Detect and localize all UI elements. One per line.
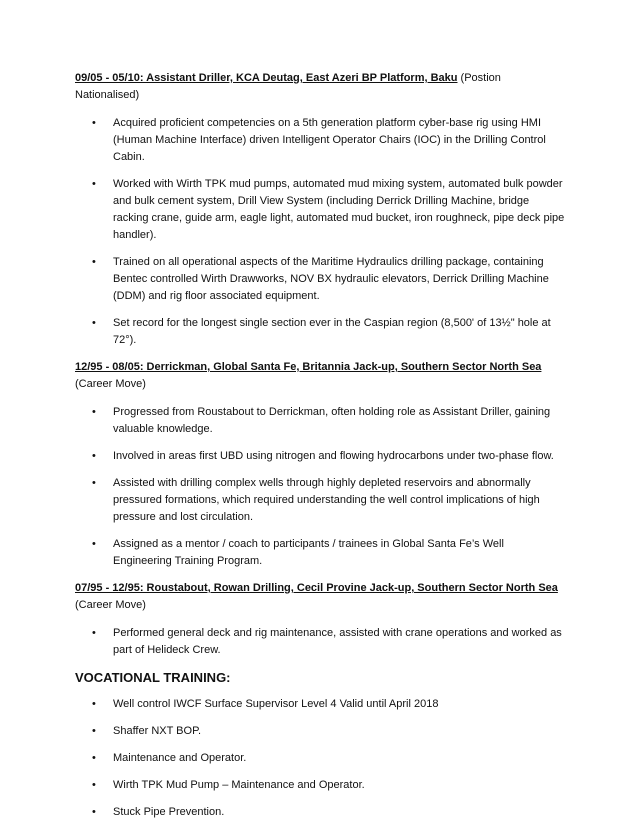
job-bullets — [75, 625, 565, 659]
vocational-list — [75, 696, 565, 821]
list-item: • Trained on all operational aspects of the Maritime Hydraulics drilling package, containing Bentec controlled Wirth Drawworks, NOV BX hydraulic elevators, Derrick Drilling Machine (DDM) and rig floor associated equipment. — [75, 254, 565, 305]
job-heading-roustabout — [75, 580, 565, 614]
job-note: (Career Move) — [75, 378, 146, 390]
list-item: • Involved in areas first UBD using nitrogen and flowing hydrocarbons under two-phase flow. — [75, 448, 565, 465]
list-item: • Performed general deck and rig maintenance, assisted with crane operations and worked as part of Helideck Crew. — [75, 625, 565, 659]
section-heading-vocational-training: VOCATIONAL TRAINING: — [75, 670, 231, 685]
list-item: • Shaffer NXT BOP. — [75, 723, 565, 740]
job-note: (Career Move) — [75, 599, 146, 611]
job-bullets — [75, 115, 565, 349]
list-item: • Well control IWCF Surface Supervisor Level 4 Valid until April 2018 — [75, 696, 565, 713]
job-bullets — [75, 404, 565, 570]
list-item: • Worked with Wirth TPK mud pumps, automated mud mixing system, automated bulk powder and bulk cement system, Drill View System (including Derrick Drilling Machine, bridge racking crane, guide arm, eagle light, automated mud bucket, iron roughneck, pipe deck pipe handler). — [75, 176, 565, 244]
list-item: • Wirth TPK Mud Pump – Maintenance and Operator. — [75, 777, 565, 794]
list-item: • Acquired proficient competencies on a 5th generation platform cyber-base rig using HMI (Human Machine Interface) driven Intelligent Operator Chairs (IOC) in the Drilling Control Cabin. — [75, 115, 565, 166]
list-item: • Progressed from Roustabout to Derrickman, often holding role as Assistant Driller, gaining valuable knowledge. — [75, 404, 565, 438]
job-title: 12/95 - 08/05: Derrickman, Global Santa Fe, Britannia Jack-up, Southern Sector North Sea — [75, 361, 542, 373]
list-item: • Maintenance and Operator. — [75, 750, 565, 767]
list-item: • Assisted with drilling complex wells through highly depleted reservoirs and abnormally pressured formations, which required understanding the well control implications of high pressure and lost circulation. — [75, 475, 565, 526]
job-note: (Postion Nationalised) — [75, 72, 501, 101]
list-item: • Stuck Pipe Prevention. — [75, 804, 565, 821]
list-item: • Assigned as a mentor / coach to participants / trainees in Global Santa Fe’s Well Engineering Training Program. — [75, 536, 565, 570]
job-heading-assistant-driller — [75, 70, 565, 104]
list-item: • Set record for the longest single section ever in the Caspian region (8,500' of 13½" hole at 72°). — [75, 315, 565, 349]
job-title: 07/95 - 12/95: Roustabout, Rowan Drilling, Cecil Provine Jack-up, Southern Sector North Sea — [75, 582, 558, 594]
job-heading-derrickman — [75, 359, 565, 393]
job-title: 09/05 - 05/10: Assistant Driller, KCA Deutag, East Azeri BP Platform, Baku — [75, 72, 458, 84]
document-content — [75, 70, 565, 821]
